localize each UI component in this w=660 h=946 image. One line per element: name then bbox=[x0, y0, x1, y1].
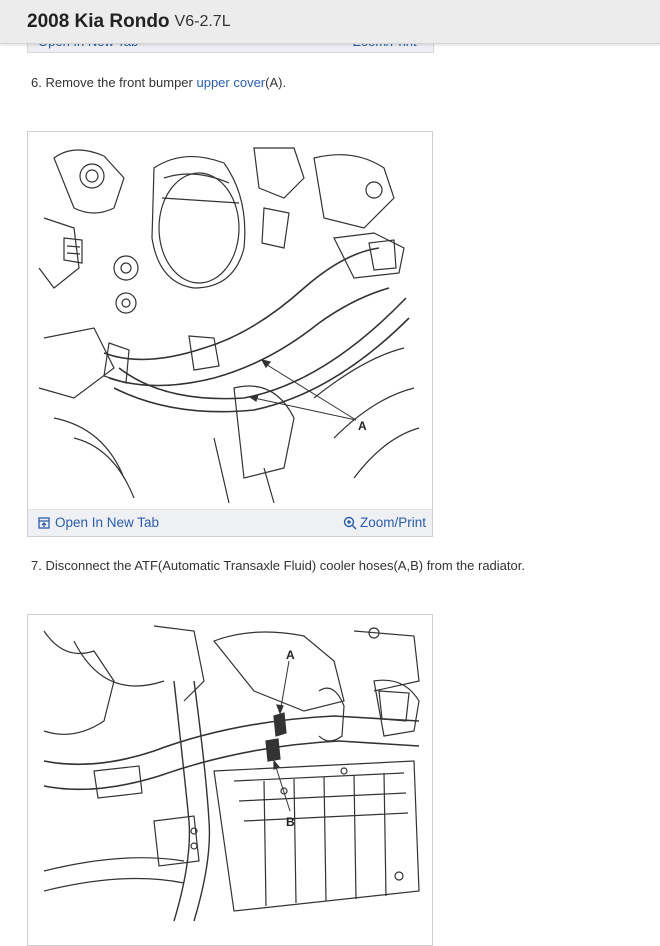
atf-cooler-hoses-diagram bbox=[34, 621, 426, 923]
step-6-prefix: 6. Remove the front bumper bbox=[31, 75, 197, 90]
engine-subtitle: V6-2.7L bbox=[174, 12, 231, 30]
step-6-text bbox=[31, 75, 286, 90]
step-7-text: 7. Disconnect the ATF(Automatic Transaxle Fluid) cooler hoses(A,B) from the radiator. bbox=[31, 558, 525, 573]
step-6-suffix: (A). bbox=[265, 75, 287, 90]
figure-6-toolbar bbox=[28, 509, 432, 536]
app-header bbox=[0, 0, 660, 44]
open-new-tab-icon bbox=[38, 517, 50, 529]
zoom-in-icon bbox=[343, 516, 357, 530]
label-a: A bbox=[286, 648, 295, 662]
upper-cover-link[interactable]: upper cover bbox=[196, 75, 266, 90]
figure-step-6 bbox=[27, 131, 433, 537]
label-b: B bbox=[286, 815, 295, 829]
vehicle-title: 2008 Kia Rondo bbox=[27, 10, 170, 32]
open-new-tab-button[interactable] bbox=[38, 515, 159, 530]
zoom-print-label: Zoom/Print bbox=[359, 515, 426, 530]
zoom-print-button[interactable] bbox=[343, 515, 426, 530]
bumper-cover-diagram bbox=[34, 138, 426, 506]
label-a: A bbox=[358, 419, 367, 433]
figure-step-7 bbox=[27, 614, 433, 946]
open-new-tab-label: Open In New Tab bbox=[55, 515, 160, 530]
